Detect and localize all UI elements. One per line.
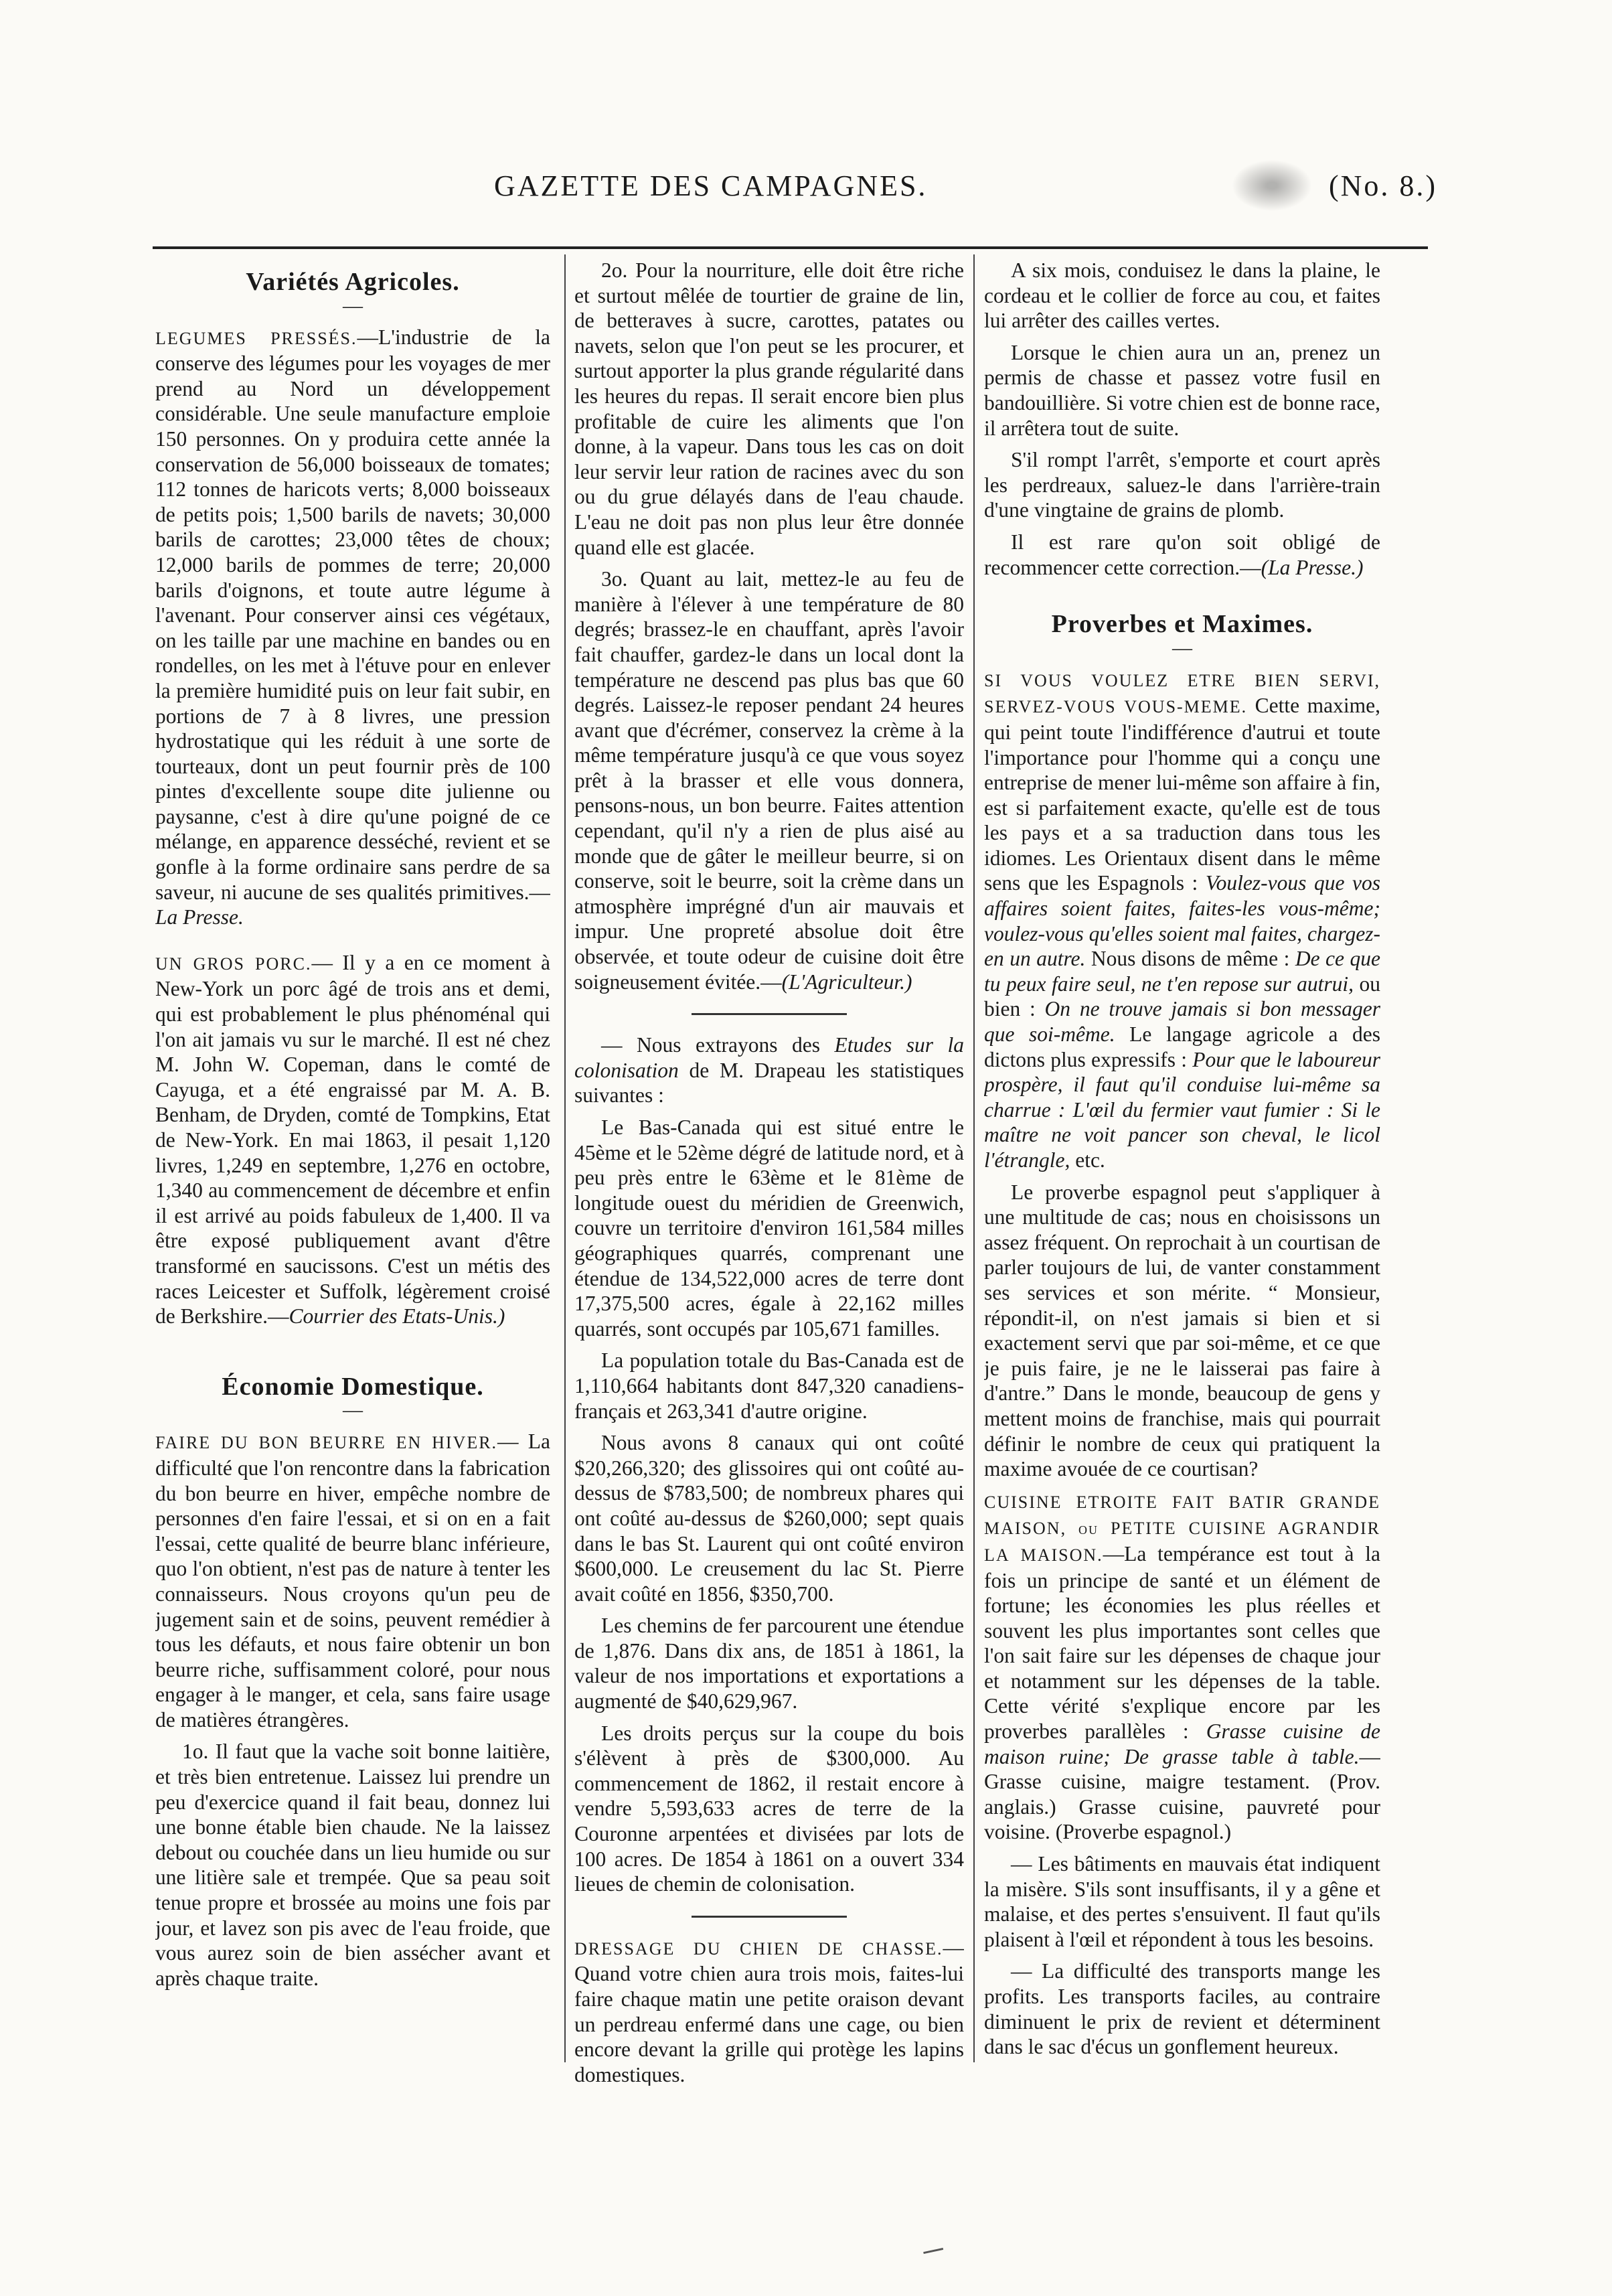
column-left bbox=[155, 258, 550, 2086]
article-body: Cette maxime, qui peint toute l'indifférence d'autrui et toute l'importance pour l'homme qui a conçu une entreprise de mener lui-même son affaire à fin, est si parfaitement exacte, qu'elle est de tous les pays et a sa traduction dans tous les idiomes. Les Orientaux disent dans le même sens que les Espagnols : bbox=[984, 694, 1380, 895]
heading-dash: — bbox=[343, 294, 363, 317]
proverb-text: Pour que le laboureur prospère, il faut qu'il conduise lui-même sa charrue : L'œil du fermier vaut fumier : Si le maître ne voit pancer son cheval, le licol l'étrangle, bbox=[984, 1047, 1380, 1172]
article-paragraph: Lorsque le chien aura un an, prenez un permis de chasse et passez votre fusil en bandouillière. Si votre chien est de bonne race, il arrêtera tout de suite. bbox=[984, 340, 1380, 440]
book-title: Etudes sur la colonisation bbox=[574, 1033, 964, 1082]
article-paragraph bbox=[574, 1032, 964, 1108]
article-body: —L'industrie de la conserve des légumes pour les voyages de mer prend au Nord un développement considérable. Une seule manufacture emploie 150 personnes. On y produira cette année la conservation de 56,000 boisseaux de tomates; 112 tonnes de haricots verts; 8,000 boisseaux de petits pois; 1,500 barils de navets; 30,000 barils de carottes; 23,000 têtes de choux; 12,000 barils de pommes de terre; 20,000 barils d'oignons, et toute autre légume à l'avenant. Pour conserver ainsi ces végétaux, on les taille par une machine en bandes ou en rondelles, on les met à l'étuve pour en enlever la première humidité puis on leur fait subir, en portions de 7 à 8 livres, une pression hydrostatique qui les réduit à une sorte de tourteaux, dont un peut fournir près de 100 pintes d'excellente soupe dite julienne ou paysanne, c'est à dire qu'une poigné de ce mélange, en apparence desséché, revient et se gonfle à la forme ordinaire sans perdre de sa saveur, ni aucune de ses qualités primitives.— bbox=[155, 325, 550, 904]
article-paragraph bbox=[984, 1488, 1380, 1845]
ink-mark bbox=[923, 2248, 945, 2259]
article-lead: UN GROS PORC. bbox=[155, 953, 312, 974]
article-body: etc. bbox=[1070, 1148, 1105, 1172]
article-body: — La difficulté que l'on rencontre dans la fabrication du bon beurre en hiver, empêche nombre de personnes d'en faire l'essai, et si on en a fait l'essai, cette qualité de beurre blanc inférieure, quo l'on obtient, n'est pas de nature à tenter les connaisseurs. Nous croyons qu'un peu de jugement sain et de soins, peuvent remédier à tous les défauts, et nous faire obtenir un bon beurre riche, suffisamment coloré, pour nous engager à le manger, et cela, sans faire usage de matières étrangères. bbox=[155, 1430, 550, 1732]
page-title: GAZETTE DES CAMPAGNES. bbox=[494, 169, 928, 202]
proverb-text: On ne trouve jamais si bon messager que soi-même. bbox=[984, 997, 1380, 1047]
column-right bbox=[984, 258, 1380, 2086]
spacer bbox=[155, 937, 550, 950]
article-paragraph bbox=[155, 1429, 550, 1732]
column-middle bbox=[574, 258, 964, 2086]
article-paragraph: Les chemins de fer parcourent une étendue de 1,876. Dans dix ans, de 1851 à 1861, la valeur de nos importations et exportations a augmenté de $40,629,967. bbox=[574, 1614, 964, 1713]
article-body: — Il y a en ce moment à New-York un porc âgé de trois ans et demi, qui est probablement le plus phénoménal qui l'on ait jamais vu sur le marché. Il est né chez M. John W. Copeman, dans le comté de Cayuga, et a été engraissé par M. A. B. Benham, de Dryden, comté de Tompkins, Etat de New-York. En mai 1863, il pesait 1,120 livres, 1,249 en septembre, 1,276 en octobre, 1,340 au commencement de décembre et enfin il est arrivé au poids fabuleux de 1,400. Il va être exposé publiquement avant d'être transformé en saucissons. C'est un métis des races Leicester et Suffolk, légèrement croisé de Berkshire.— bbox=[155, 950, 550, 1328]
article-paragraph: S'il rompt l'arrêt, s'emporte et court après les perdreaux, saluez-le dans l'arrière-train d'une vingtaine de grains de plomb. bbox=[984, 448, 1380, 522]
proverb-text: De ce que tu peux faire seul, ne t'en repose sur autrui, bbox=[984, 947, 1380, 996]
article-paragraph: 1o. Il faut que la vache soit bonne laitière, et très bien entretenue. Laissez lui prendre un peu d'exercice quand il fait beau, donnez lui une bonne étable bien chaude. Ne la laissez debout ou couchée dans un lieu humide ou sur une litière sale et trempée. Que sa peau soit tenue propre et brossée au moins une fois par jour, et lavez son pis avec de l'eau froide, que vous aurez soin de bien assécher avant et après chaque traite. bbox=[155, 1740, 550, 1990]
article-paragraph: — Les bâtiments en mauvais état indiquent la misère. S'ils sont insuffisants, il y a gêne et malaise, et des pertes s'ensuivent. Il faut qu'ils plaisent à l'œil et répondent à tous les besoins. bbox=[984, 1852, 1380, 1951]
article-paragraph: Le Bas-Canada qui est situé entre le 45ème et le 52ème dégré de latitude nord, et à peu près entre le 63ème et le 81ème de longitude ouest du méridien de Greenwich, couvre un territoire d'environ 161,584 milles géographiques quarrés, comprenant une étendue de 134,522,000 acres de terre dont 17,375,500 acres, égale à 22,162 milles quarrés, sont occupés par 105,671 familles. bbox=[574, 1116, 964, 1341]
article-body: Il est rare qu'on soit obligé de recommencer cette correction.— bbox=[984, 530, 1380, 579]
article-lead: FAIRE DU BON BEURRE EN HIVER. bbox=[155, 1433, 498, 1453]
section-heading: Variétés Agricoles. bbox=[246, 268, 460, 296]
article-body: ou bien : bbox=[984, 972, 1380, 1021]
section-heading: Proverbes et Maximes. bbox=[1051, 610, 1313, 639]
article-paragraph bbox=[984, 667, 1380, 1173]
heading-dash: — bbox=[343, 1399, 363, 1422]
article-source: (L'Agriculteur.) bbox=[781, 970, 912, 994]
article-source: Courrier des Etats-Unis.) bbox=[289, 1304, 505, 1328]
article-body: 3o. Quant au lait, mettez-le au feu de manière à l'élever à une température de 80 degrés; brassez-le en chauffant, après l'avoir fait chauffer, gardez-le dans un local dont la température ne descend pas plus bas que 60 degrés. Laissez-le reposer pendant 24 heures avant que d'écrémer, conservez la crème à la même température jusqu'à ce que vous soyez prêt à la brasser et elle vous donnera, pensons-nous, un bon beurre. Faites attention cependant, qu'il n'y a rien de plus aisé au monde que de gâter le meilleur beurre, si on conserve, soit le beurre, soit la crème dans un atmosphère imprégné d'un air mauvais et impur. Une propreté absolue doit être observée, et toute odeur de cuisine doit être soigneusement évitée.— bbox=[574, 567, 964, 994]
column-divider bbox=[973, 254, 975, 2062]
article-body: de M. Drapeau les statistiques suivantes : bbox=[574, 1058, 964, 1107]
article-lead: CUISINE ETROITE FAIT BATIR GRANDE MAISON, ou PETITE CUISINE AGRANDIR LA MAISON. bbox=[984, 1492, 1380, 1565]
column-divider bbox=[564, 254, 566, 2062]
article-source: (La Presse.) bbox=[1261, 555, 1364, 579]
article-body: Le langage agricole a des dictons plus expressifs : bbox=[984, 1022, 1380, 1071]
issue-number: (No. 8.) bbox=[1329, 169, 1438, 202]
article-paragraph bbox=[155, 325, 550, 930]
article-paragraph: 2o. Pour la nourriture, elle doit être riche et surtout mêlée de tourtier de graine de lin, de betteraves à sucre, carottes, patates ou navets, selon que l'on peut se les procurer, et surtout apporter la plus grande régularité dans les heures du repas. Il serait encore bien plus profitable de cuire les aliments que l'on donne, à la vapeur. Dans tous les cas on doit leur servir leur ration de racines avec du son ou du grue délayés dans de l'eau chaude. L'eau ne doit pas non plus leur être donnée quand elle est glacée. bbox=[574, 258, 964, 559]
article-body: — Nous extrayons des bbox=[601, 1033, 835, 1057]
article-paragraph: La population totale du Bas-Canada est de 1,110,664 habitants dont 847,320 canadiens-français et 263,341 d'autre origine. bbox=[574, 1349, 964, 1423]
masthead bbox=[0, 169, 1612, 216]
spacer bbox=[155, 1336, 550, 1363]
article-lead: DRESSAGE DU CHIEN DE CHASSE. bbox=[574, 1938, 943, 1959]
article-paragraph bbox=[155, 950, 550, 1329]
article-lead: LEGUMES PRESSÉS. bbox=[155, 328, 357, 348]
article-paragraph: Le proverbe espagnol peut s'appliquer à une multitude de cas; nous en choisissons un assez fréquent. On reprochait à un courtisan de parler toujours de lui, de vanter constamment ses services et son mérite. “ Monsieur, répondit-il, on n'est jamais si bien et si exactement servi que par soi-même, et ce que je puis faire, je ne le laisserai pas faire à d'antre.” Dans le monde, beaucoup de gens y mettent moins de franchise, mais qui pourrait définir le nombre de ceux qui pratiquent la maxime avouée de ce courtisan? bbox=[984, 1180, 1380, 1481]
proverb-text: Grasse cuisine de maison ruine; De grasse table à table. bbox=[984, 1719, 1380, 1768]
article-paragraph: Nous avons 8 canaux qui ont coûté $20,266,320; des glissoires qui ont coûté au-dessus de $783,500; de nombreux phares qui ont coûté au-dessus de $260,000; sept quais dans le bas St. Laurent qui ont coûté environ $600,000. Le creusement du lac St. Pierre avait coûté en 1856, $350,700. bbox=[574, 1431, 964, 1606]
article-paragraph bbox=[574, 1935, 964, 2086]
ink-blot bbox=[1225, 155, 1319, 216]
article-paragraph: Les droits perçus sur la coupe du bois s'élèvent à près de $300,000. Au commencement de 1862, il restait encore à vendre 5,593,633 acres de terre de la Couronne arpentées et divisées par lots de 100 acres. De 1854 à 1861 on a ouvert 334 lieues de chemin de colonisation. bbox=[574, 1721, 964, 1896]
section-heading: Économie Domestique. bbox=[222, 1372, 484, 1401]
proverb-text: Voulez-vous que vos affaires soient faites, faites-les vous-même; voulez-vous qu'elles soient mal faites, chargez-en un autre. bbox=[984, 871, 1380, 971]
article-body: —Grasse cuisine, maigre testament. (Prov. anglais.) Grasse cuisine, pauvreté pour voisine. (Proverbe espagnol.) bbox=[984, 1744, 1380, 1844]
article-paragraph: A six mois, conduisez le dans la plaine, le cordeau et le collier de force au cou, et faites lui arrêter des cailles vertes. bbox=[984, 258, 1380, 333]
article-body: — Quand votre chien aura trois mois, faites-lui faire chaque matin une petite oraison devant un perdreau enfermé dans une cage, ou bien encore devant la grille qui protège les lapins domestiques. bbox=[574, 1935, 964, 2086]
header-rule bbox=[153, 246, 1428, 249]
article-body: Nous disons de même : bbox=[1085, 947, 1295, 971]
article-paragraph bbox=[574, 566, 964, 994]
article-paragraph bbox=[984, 530, 1380, 580]
article-paragraph: — La difficulté des transports mange les profits. Les transports faciles, au contraire diminuent le prix de revient et déterminent dans le sac d'écus un gonflement heureux. bbox=[984, 1959, 1380, 2059]
article-lead: SI VOUS VOULEZ ETRE BIEN SERVI, SERVEZ-VOUS VOUS-MEME. bbox=[984, 670, 1380, 717]
heading-dash: — bbox=[1172, 636, 1192, 659]
spacer bbox=[984, 587, 1380, 600]
article-separator bbox=[692, 1013, 848, 1015]
article-body: —La tempérance est tout à la fois un principe de santé et un élément de fortune; les économies les plus réelles et souvent les plus importantes sont celles que l'on sait faire sur les dépenses de chaque jour et notamment sur les dépenses de la table. Cette vérité s'explique encore par les proverbes parallèles : bbox=[984, 1541, 1380, 1744]
article-separator bbox=[692, 1916, 848, 1918]
article-source: La Presse. bbox=[155, 905, 244, 929]
